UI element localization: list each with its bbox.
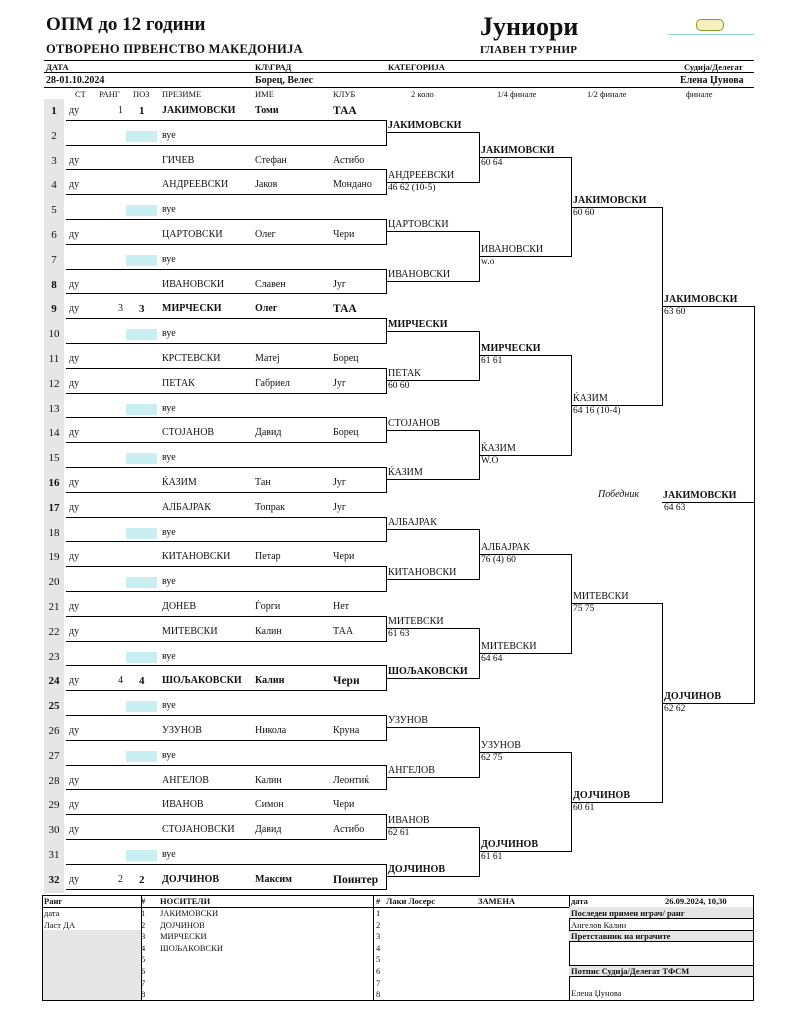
col-rank: РАНГ <box>99 89 120 99</box>
row-number: 30 <box>48 824 60 837</box>
bracket-line <box>66 715 386 716</box>
seed-name: ЈАКИМОВСКИ <box>160 908 219 918</box>
lucky-number: 2 <box>376 919 381 930</box>
footer-last-received: Последен примен играч/ ранг <box>571 908 685 918</box>
row-club: Нет <box>333 601 350 612</box>
bracket-line <box>66 889 386 890</box>
row-number: 31 <box>48 849 60 861</box>
bracket-line <box>66 492 386 493</box>
final-score: 63 60 <box>664 306 686 317</box>
row-number: 10 <box>48 328 60 341</box>
row-surname: ИВАНОВСКИ <box>162 278 225 290</box>
row-rank: 1 <box>118 105 123 116</box>
bye-marker <box>126 577 157 588</box>
seed-number: 1 <box>141 908 146 918</box>
round2-winner: МИТЕВСКИ <box>388 616 444 628</box>
round2-winner: АНГЕЛОВ <box>388 765 435 776</box>
row-surname: УЗУНОВ <box>162 725 202 736</box>
lucky-number: 7 <box>376 977 381 988</box>
footer-players-rep: Претставник на играчите <box>571 931 671 941</box>
quarter-score: w.o <box>481 257 495 268</box>
lucky-number: 5 <box>376 954 381 965</box>
row-status: ду <box>69 625 80 637</box>
row-surname: вуе <box>162 576 176 588</box>
row-position: 1 <box>139 105 145 117</box>
bracket-line <box>66 641 386 642</box>
bye-marker <box>126 701 157 712</box>
bracket-line <box>66 293 386 294</box>
footer-lucky-label: Лаки Лосерс <box>386 896 436 906</box>
row-position: 4 <box>139 675 145 688</box>
row-surname: АЛБАЈРАК <box>162 501 211 513</box>
row-number: 28 <box>48 774 60 787</box>
row-surname: вуе <box>162 253 176 265</box>
row-club: Борец <box>333 353 359 364</box>
bye-marker <box>126 652 157 663</box>
lucky-number: 4 <box>376 942 381 953</box>
row-number: 12 <box>48 377 60 390</box>
row-surname: ГИЧЕВ <box>162 154 195 166</box>
bracket-line <box>66 194 386 195</box>
bracket-line <box>386 132 479 133</box>
row-surname: ДОЈЧИНОВ <box>162 873 220 885</box>
row-club: Југ <box>333 501 346 513</box>
bracket-line <box>66 244 386 245</box>
round2-winner: УЗУНОВ <box>388 715 428 727</box>
row-status: ду <box>69 774 80 786</box>
row-surname: СТОЈАНОВСКИ <box>162 824 235 836</box>
bracket-line <box>66 219 386 220</box>
row-number: 6 <box>51 229 57 241</box>
row-number: 3 <box>51 154 57 167</box>
round2-score: 62 61 <box>388 827 410 838</box>
bye-marker <box>126 850 157 861</box>
col-club: КЛУБ <box>333 89 356 99</box>
footer-last-received-value: Ангелов Калин <box>571 920 627 930</box>
seed-number: 7 <box>141 977 146 988</box>
lucky-number: 1 <box>376 908 381 918</box>
round2-winner: ШОЉАКОВСКИ <box>388 665 468 677</box>
row-surname: ИВАНОВ <box>162 799 204 811</box>
seed-number: 3 <box>141 931 146 942</box>
row-number: 14 <box>48 427 60 440</box>
row-surname: МИРЧЕСКИ <box>162 303 222 315</box>
footer-seeds-label: НОСИТЕЛИ <box>160 896 211 906</box>
col-quarter: 1/4 финале <box>497 89 537 99</box>
seed-name: ДОЈЧИНОВ <box>160 919 205 930</box>
row-name: Топрак <box>255 501 286 513</box>
bracket-line <box>386 430 479 431</box>
round2-winner: АНДРЕЕВСКИ <box>388 169 455 181</box>
row-status: ду <box>69 477 80 488</box>
col-name: ИМЕ <box>255 89 274 99</box>
seed-number: 4 <box>141 942 146 953</box>
col-surname: ПРЕЗИМЕ <box>162 89 202 99</box>
row-name: Калин <box>255 625 282 637</box>
bracket-line <box>66 541 386 542</box>
row-surname: вуе <box>162 204 176 216</box>
row-club: Астибо <box>333 154 365 166</box>
bracket-line <box>66 318 386 319</box>
row-name: Тан <box>255 477 271 488</box>
bracket-line <box>386 727 479 728</box>
semi-score: 75 75 <box>573 604 595 615</box>
bye-marker <box>126 329 157 340</box>
row-name: Јаков <box>255 179 278 191</box>
footer-signature: Потпис Судија/Делегат ТФСМ <box>571 966 690 976</box>
round2-winner: МИРЧЕСКИ <box>388 318 448 330</box>
row-surname: АНДРЕЕВСКИ <box>162 179 229 191</box>
quarter-score: 64 64 <box>481 654 503 664</box>
bye-marker <box>126 751 157 762</box>
row-number: 25 <box>48 700 60 713</box>
bracket-line <box>66 765 386 766</box>
row-name: Симон <box>255 799 284 811</box>
quarter-winner: ДОЈЧИНОВ <box>481 839 539 851</box>
bracket-line <box>66 442 386 443</box>
row-number: 27 <box>48 749 60 762</box>
row-surname: вуе <box>162 749 176 761</box>
semi-score: 60 60 <box>573 207 595 218</box>
quarter-winner: АЛБАЈРАК <box>481 541 530 553</box>
row-club: Леонтиќ <box>333 774 370 786</box>
row-surname: СТОЈАНОВ <box>162 427 215 439</box>
row-name: Петар <box>255 551 281 563</box>
col-round2: 2 коло <box>411 89 434 99</box>
final-score: 62 62 <box>664 703 686 714</box>
row-surname: ЦАРТОВСКИ <box>162 229 223 240</box>
quarter-winner: ЈАКИМОВСКИ <box>481 145 555 156</box>
row-name: Славен <box>255 278 286 290</box>
row-surname: КИТАНОВСКИ <box>162 551 231 563</box>
row-number: 26 <box>48 725 60 737</box>
row-status: ду <box>69 501 80 513</box>
row-number: 2 <box>51 129 57 142</box>
row-surname: ЈАКИМОВСКИ <box>162 105 236 116</box>
row-number: 1 <box>51 105 57 117</box>
row-surname: вуе <box>162 452 176 464</box>
row-number: 4 <box>51 179 57 192</box>
bracket-line <box>66 690 386 691</box>
row-club: Чери <box>333 229 355 240</box>
round2-winner: ЦАРТОВСКИ <box>388 219 449 231</box>
bracket-line <box>754 306 755 704</box>
quarter-winner: УЗУНОВ <box>481 740 521 752</box>
bracket-line <box>386 777 479 778</box>
logo-mark <box>696 19 724 31</box>
row-number: 23 <box>48 650 60 663</box>
final-winner: ДОЈЧИНОВ <box>664 690 722 702</box>
bracket-line <box>386 281 479 282</box>
quarter-winner: ЌАЗИМ <box>481 442 516 454</box>
bracket-line <box>386 331 479 332</box>
bracket-line <box>66 789 386 790</box>
semi-score: 60 61 <box>573 802 595 813</box>
row-surname: ДОНЕВ <box>162 601 197 612</box>
row-name: Габриел <box>255 377 290 389</box>
bye-marker <box>126 404 157 415</box>
winner-name: ЈАКИМОВСКИ <box>663 490 737 501</box>
bracket-line <box>66 814 386 815</box>
row-status: ду <box>69 824 80 836</box>
row-number: 11 <box>48 353 60 365</box>
bracket-line <box>66 740 386 741</box>
row-name: Ѓорги <box>255 601 281 612</box>
row-name: Давид <box>255 824 282 836</box>
row-surname: вуе <box>162 328 176 340</box>
row-status: ду <box>69 799 80 811</box>
row-number: 24 <box>48 675 60 688</box>
row-status: ду <box>69 303 80 315</box>
row-name: Никола <box>255 725 287 736</box>
row-surname: ШОЉАКОВСКИ <box>162 675 242 687</box>
bracket-line <box>66 120 386 121</box>
row-club: ТАА <box>333 625 354 637</box>
row-club: Круна <box>333 725 360 736</box>
final-winner: ЈАКИМОВСКИ <box>664 293 738 305</box>
footer-hash-1: # <box>141 896 146 906</box>
row-surname: вуе <box>162 849 176 860</box>
lucky-number: 8 <box>376 989 381 1000</box>
row-club: Астибо <box>333 824 365 836</box>
row-club: Чери <box>333 799 355 811</box>
category-title: Јуниори <box>480 12 579 41</box>
bracket-line <box>66 839 386 840</box>
round2-score: 60 60 <box>388 381 410 392</box>
quarter-score: 62 75 <box>481 753 503 764</box>
quarter-score: 76 (4) 60 <box>481 554 516 565</box>
row-surname: вуе <box>162 402 176 414</box>
lucky-number: 6 <box>376 966 381 976</box>
seed-number: 5 <box>141 954 146 965</box>
row-number: 13 <box>48 402 60 415</box>
row-number: 18 <box>48 526 60 539</box>
row-surname: вуе <box>162 526 176 538</box>
row-rank: 2 <box>118 873 123 885</box>
round2-winner: СТОЈАНОВ <box>388 417 441 429</box>
semi-winner: ЈАКИМОВСКИ <box>573 194 647 206</box>
semi-winner: ДОЈЧИНОВ <box>573 789 631 801</box>
row-position: 3 <box>139 303 145 316</box>
round2-winner: ЈАКИМОВСКИ <box>388 120 462 132</box>
row-surname: МИТЕВСКИ <box>162 625 218 637</box>
tournament-subtitle: ОТВОРЕНО ПРВЕНСТВО МАКЕДОНИЈА <box>46 42 303 56</box>
row-surname: ПЕТАК <box>162 377 195 389</box>
row-status: ду <box>69 725 80 736</box>
row-club: ТАА <box>333 303 357 316</box>
footer-signature-value: Елена Џунова <box>571 988 622 998</box>
bracket-line <box>66 517 386 518</box>
row-number: 19 <box>48 551 60 564</box>
quarter-score: 61 61 <box>481 852 503 863</box>
col-pos: ПОЗ <box>133 89 150 99</box>
row-name: Калин <box>255 675 285 687</box>
row-club: ТАА <box>333 105 357 117</box>
row-name: Максим <box>255 873 292 885</box>
round2-winner: ПЕТАК <box>388 368 421 380</box>
col-st: СТ <box>75 89 86 99</box>
row-rank: 4 <box>118 675 123 687</box>
round2-winner: КИТАНОВСКИ <box>388 566 457 578</box>
row-number: 21 <box>48 601 60 613</box>
bracket-line <box>66 368 386 369</box>
row-club: Поинтер <box>333 873 379 886</box>
winner-score: 64 63 <box>664 503 686 513</box>
row-surname: вуе <box>162 700 176 712</box>
row-name: Матеј <box>255 353 280 364</box>
page-title: ОПМ до 12 години <box>46 14 206 35</box>
round2-winner: ДОЈЧИНОВ <box>388 864 446 876</box>
bye-marker <box>126 528 157 539</box>
row-name: Калин <box>255 774 282 786</box>
row-club: Чери <box>333 551 355 563</box>
quarter-winner: МИРЧЕСКИ <box>481 343 541 355</box>
bracket-line <box>66 616 386 617</box>
round2-winner: АЛБАЈРАК <box>388 517 437 528</box>
semi-score: 64 16 (10-4) <box>573 406 621 416</box>
row-club: Југ <box>333 377 346 389</box>
bracket-line <box>66 343 386 344</box>
quarter-winner: МИТЕВСКИ <box>481 641 537 652</box>
bracket-line <box>66 393 386 394</box>
seed-name: ШОЉАКОВСКИ <box>160 942 224 953</box>
row-number: 7 <box>51 253 57 266</box>
bracket-line <box>386 579 479 580</box>
draw-type: ГЛАВЕН ТУРНИР <box>480 44 578 56</box>
row-number: 5 <box>51 204 57 217</box>
row-number: 9 <box>51 303 57 316</box>
bracket-line <box>66 665 386 666</box>
footer-left-row-2: Ласт ДА <box>44 920 76 930</box>
footer-date-label: дата <box>571 896 588 906</box>
bracket-line <box>66 467 386 468</box>
row-club: Југ <box>333 477 346 488</box>
lucky-number: 3 <box>376 931 381 942</box>
row-number: 22 <box>48 625 60 638</box>
bracket-line <box>386 876 479 877</box>
semi-winner: ЌАЗИМ <box>573 393 608 404</box>
category-label: КАТЕГОРИЈА <box>388 62 445 72</box>
row-surname: вуе <box>162 650 176 662</box>
row-number: 15 <box>48 452 60 465</box>
round2-winner: ИВАНОВ <box>388 814 430 826</box>
row-status: ду <box>69 427 80 439</box>
bye-marker <box>126 255 157 266</box>
bracket-line <box>386 231 479 232</box>
bracket-line <box>66 591 386 592</box>
row-number: 20 <box>48 576 60 589</box>
quarter-score: 61 61 <box>481 356 503 367</box>
bye-marker <box>126 131 157 142</box>
winner-label: Победник <box>598 489 640 500</box>
referee-label: Судија/Делегат <box>684 62 743 72</box>
row-club: Чери <box>333 675 360 688</box>
bye-marker <box>126 453 157 464</box>
bracket-line <box>66 269 386 270</box>
footer-replace-label: ЗАМЕНА <box>478 896 516 906</box>
club-city-value: Борец, Велес <box>255 75 314 86</box>
seed-number: 8 <box>141 989 146 1000</box>
date-label: ДАТА <box>46 62 69 72</box>
row-number: 8 <box>51 278 57 291</box>
row-number: 16 <box>48 477 60 489</box>
row-name: Олег <box>255 303 278 315</box>
bracket-line <box>386 479 479 480</box>
row-number: 17 <box>48 501 60 514</box>
quarter-score: 60 64 <box>481 158 503 168</box>
row-number: 32 <box>48 873 60 886</box>
row-name: Олег <box>255 229 276 240</box>
col-final: финале <box>686 89 713 99</box>
row-status: ду <box>69 551 80 563</box>
row-club: Борец <box>333 427 359 439</box>
row-position: 2 <box>139 873 145 886</box>
round2-winner: ЌАЗИМ <box>388 467 423 479</box>
semi-winner: МИТЕВСКИ <box>573 591 629 603</box>
footer-left-row-1: дата <box>44 908 60 918</box>
row-club: Југ <box>333 278 346 290</box>
bracket-line <box>386 529 479 530</box>
row-number: 29 <box>48 799 60 812</box>
bracket-line <box>66 169 386 170</box>
bracket-line <box>66 864 386 865</box>
bracket-line <box>66 145 386 146</box>
row-status: ду <box>69 229 80 240</box>
row-surname: КРСТЕВСКИ <box>162 353 221 364</box>
row-status: ду <box>69 105 80 116</box>
row-surname: АНГЕЛОВ <box>162 774 209 786</box>
seed-number: 2 <box>141 919 146 930</box>
row-rank: 3 <box>118 303 123 315</box>
row-club: Мондано <box>333 179 372 191</box>
row-status: ду <box>69 353 80 364</box>
row-name: Давид <box>255 427 282 439</box>
footer-hash-2: # <box>376 896 381 906</box>
row-status: ду <box>69 179 80 191</box>
bye-marker <box>126 205 157 216</box>
round2-score: 46 62 (10-5) <box>388 182 436 193</box>
col-semi: 1/2 финале <box>587 89 627 99</box>
row-status: ду <box>69 675 80 687</box>
row-surname: ЌАЗИМ <box>162 477 197 488</box>
bracket-line <box>66 417 386 418</box>
seed-number: 6 <box>141 966 146 976</box>
round2-winner: ИВАНОВСКИ <box>388 269 451 280</box>
bracket-line <box>386 678 479 679</box>
row-name: Стефан <box>255 154 287 166</box>
row-status: ду <box>69 873 80 885</box>
row-status: ду <box>69 377 80 389</box>
date-value: 28-01.10.2024 <box>46 75 105 86</box>
footer-date-value: 26.09.2024, 10,30 <box>665 896 727 906</box>
logo <box>668 16 754 35</box>
row-surname: вуе <box>162 129 176 141</box>
row-name: Томи <box>255 105 279 116</box>
bracket-line <box>66 566 386 567</box>
row-status: ду <box>69 601 80 612</box>
row-status: ду <box>69 154 80 166</box>
round2-score: 61 63 <box>388 629 410 640</box>
row-status: ду <box>69 278 80 290</box>
footer-rank-label: Ранг <box>44 896 63 906</box>
seed-name: МИРЧЕСКИ <box>160 931 207 942</box>
quarter-winner: ИВАНОВСКИ <box>481 244 544 256</box>
club-city-label: КЛ\ГРАД <box>255 62 292 72</box>
quarter-score: W.O <box>481 455 499 466</box>
referee-value: Елена Џунова <box>680 75 744 86</box>
